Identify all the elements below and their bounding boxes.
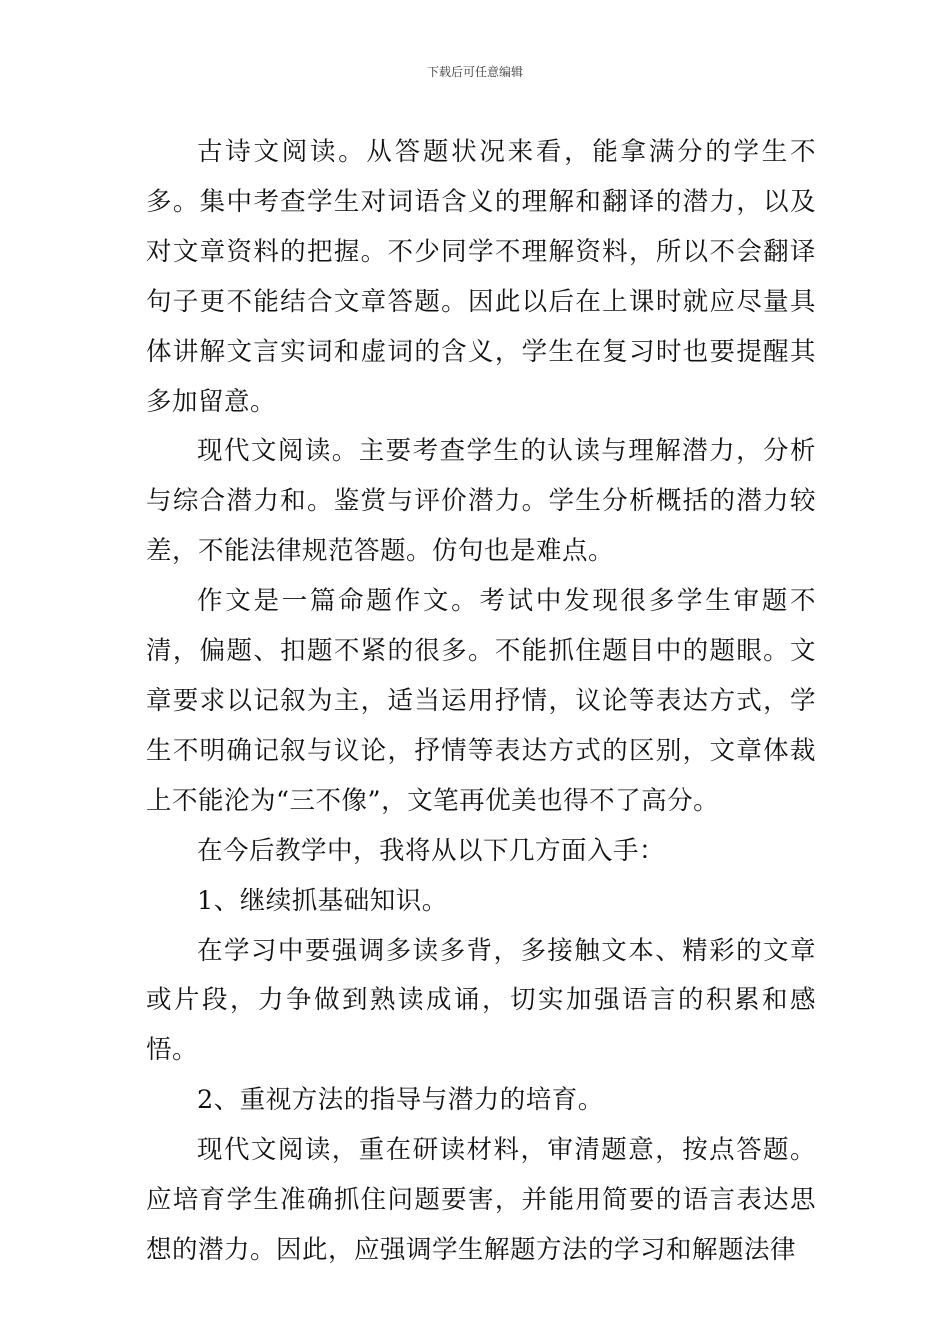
list-item-basics: 1、继续抓基础知识。 [197,885,448,916]
paragraph-modern-reading: 现代文阅读。主要考查学生的认读与理解潜力，分析与综合潜力和。鉴赏与评价潜力。学生分析概括的潜力较差，不能法律规范答题。仿句也是难点。 [146,436,816,567]
page-header: 下载后可任意编辑 [426,65,523,79]
list-item-methods: 2、重视方法的指导与潜力的培育。 [197,1085,604,1116]
paragraph-basics-detail: 在学习中要强调多读多背，多接触文本、精彩的文章或片段，力争做到熟读成诵，切实加强语言的积累和感悟。 [146,935,816,1066]
paragraph-composition: 作文是一篇命题作文。考试中发现很多学生审题不清，偏题、扣题不紧的很多。不能抓住题目中的题眼。文章要求以记叙为主，适当运用抒情，议论等表达方式，学生不明确记叙与议论，抒情等表达方式的区别，文章体裁上不能沦为“三不像”，文笔再优美也得不了高分。 [146,586,816,816]
paragraph-classical-reading: 古诗文阅读。从答题状况来看，能拿满分的学生不多。集中考查学生对词语含义的理解和翻译的潜力，以及对文章资料的把握。不少同学不理解资料，所以不会翻译句子更不能结合文章答题。因此以后在上课时就应尽量具体讲解文言实词和虚词的含义，学生在复习时也要提醒其多加留意。 [146,137,816,417]
document-body [146,128,816,1276]
paragraph-future-plan-intro: 在今后教学中，我将从以下几方面入手： [197,835,666,866]
paragraph-methods-detail: 现代文阅读，重在研读材料，审清题意，按点答题。应培育学生准确抓住问题要害，并能用简要的语言表达思想的潜力。因此，应强调学生解题方法的学习和解题法律 [146,1135,816,1265]
